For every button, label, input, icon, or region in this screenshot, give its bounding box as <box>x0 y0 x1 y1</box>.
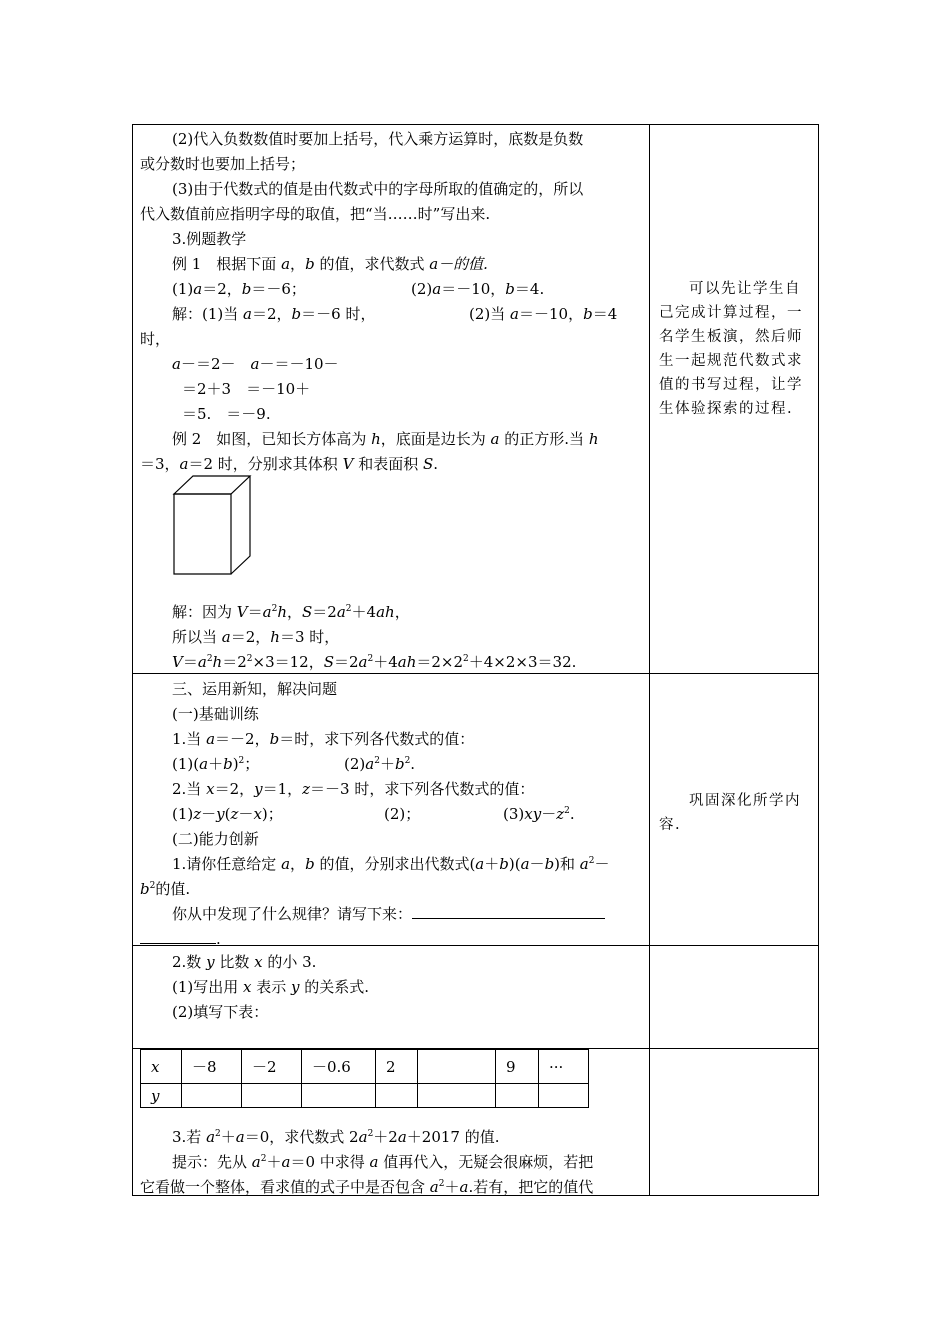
table-cell[interactable] <box>376 1084 418 1108</box>
calc-line-1: a－＝2－ a－＝－10－ <box>172 355 339 373</box>
question-1-part-1: $(1)(a+b)^2$； <box>172 755 260 773</box>
calc-line-2: ＝2＋3 ＝－10＋ <box>182 380 311 398</box>
example-2-statement-cont: ＝3，a＝2 时，分别求其体积 V 和表面积 S. <box>140 455 439 473</box>
question-2-part-1: (1)z－y(z－x)； <box>172 805 283 823</box>
table-cell: x <box>141 1050 182 1084</box>
teaching-note-1: 可以先让学生自己完成计算过程，一名学生板演，然后师生一起规范代数式求值的书写过程，让学生体验探索的过程. <box>659 281 803 417</box>
question-4-part-1: (1)写出用 x 表示 y 的关系式. <box>172 978 370 996</box>
table-row-y <box>141 1084 589 1108</box>
para-negative-values: (2)代入负数数值时要加上括号，代入乘方运算时，底数是负数 <box>172 130 584 148</box>
question-3-cont: $b^2$的值. <box>140 880 191 898</box>
para-negative-values-cont: 或分数时也要加上括号； <box>140 155 306 173</box>
row-divider-1 <box>132 673 819 674</box>
solution-1-when: 时， <box>140 330 171 348</box>
table-cell[interactable] <box>418 1084 496 1108</box>
question-1-part-2: $(2)a^2+b^2$. <box>344 755 416 773</box>
example-1-statement: 例 1 根据下面 a，b 的值，求代数式 a－的值. <box>172 255 488 273</box>
table-cell[interactable] <box>302 1084 376 1108</box>
table-row-x <box>141 1050 589 1084</box>
solution-2-when: 所以当 a＝2，h＝3 时， <box>172 628 340 646</box>
xy-table <box>140 1049 589 1108</box>
row-divider-2 <box>132 945 819 946</box>
table-cell: －8 <box>182 1050 242 1084</box>
table-cell: －2 <box>242 1050 302 1084</box>
section-title: 三、运用新知，解决问题 <box>172 680 338 698</box>
question-3-prompt: 你从中发现了什么规律？请写下来： <box>172 904 605 924</box>
question-2-part-3: $(3)xy-z^2$. <box>503 805 575 823</box>
answer-line-1[interactable] <box>412 904 605 919</box>
table-cell: 2 <box>376 1050 418 1084</box>
question-2: 2.当 x＝2，y＝1，z＝－3 时，求下列各代数式的值： <box>172 780 535 798</box>
example-1-condition-2: (2)a＝－10，b＝4. <box>411 280 545 298</box>
question-4-part-2: (2)填写下表： <box>172 1003 269 1021</box>
answer-line-2-wrap: . <box>140 929 221 949</box>
solution-2-result: $V=a^2h=2^2\times 3=12$，$S=2a^2+4ah=2\times 2^2+4\times 2\times 3=32$. <box>172 653 577 671</box>
table-cell: 9 <box>496 1050 539 1084</box>
example-1-condition-1: (1)a＝2，b＝－6； <box>172 280 306 298</box>
para-letter-values: (3)由于代数式的值是由代数式中的字母所取的值确定的，所以 <box>172 180 584 198</box>
question-1: 1.当 a＝－2，b＝时，求下列各代数式的值： <box>172 730 475 748</box>
table-cell[interactable] <box>242 1084 302 1108</box>
solution-2-formula: 解：因为 $V=a^2h$，$S=2a^2+4ah$， <box>172 603 410 621</box>
table-cell[interactable] <box>496 1084 539 1108</box>
subheading-basic-training: (一)基础训练 <box>172 705 259 723</box>
table-cell: ··· <box>539 1050 589 1084</box>
heading-example-teaching: 3.例题教学 <box>172 230 247 248</box>
para-letter-values-cont: 代入数值前应指明字母的取值，把“当……时”写出来. <box>140 205 491 223</box>
teaching-note-2: 巩固深化所学内容. <box>659 793 801 833</box>
question-3: 1.请你任意给定 a，b 的值，分别求出代数式(a＋b)(a－b)和 $a^2-$ <box>172 855 610 873</box>
table-cell[interactable] <box>182 1084 242 1108</box>
calc-line-3: ＝5. ＝－9. <box>182 405 271 423</box>
table-cell[interactable] <box>539 1084 589 1108</box>
example-2-statement: 例 2 如图，已知长方体高为 h，底面是边长为 a 的正方形.当 h <box>172 430 599 448</box>
cuboid-figure <box>172 474 254 576</box>
table-cell: －0.6 <box>302 1050 376 1084</box>
table-cell[interactable] <box>418 1050 496 1084</box>
question-4: 2.数 y 比数 x 的小 3. <box>172 953 317 971</box>
column-divider <box>649 124 650 1196</box>
hint-line-2: 它看做一个整体，看求值的式子中是否包含 $a^2+a$.若有，把它的值代 <box>140 1178 594 1196</box>
question-5: 3.若 $a^2+a=0$，求代数式 $2a^2+2a+2017$ 的值. <box>172 1128 500 1146</box>
hint-line-1: 提示：先从 $a^2+a=0$ 中求得 a 值再代入，无疑会很麻烦，若把 <box>172 1153 594 1171</box>
table-cell: y <box>141 1084 182 1108</box>
subheading-ability: (二)能力创新 <box>172 830 259 848</box>
solution-1-part-1: 解：(1)当 a＝2，b＝－6 时， <box>172 305 376 323</box>
question-2-part-2: (2)； <box>384 805 421 823</box>
solution-1-part-2: (2)当 a＝－10，b＝4 <box>469 305 618 323</box>
answer-line-2[interactable] <box>140 929 216 944</box>
